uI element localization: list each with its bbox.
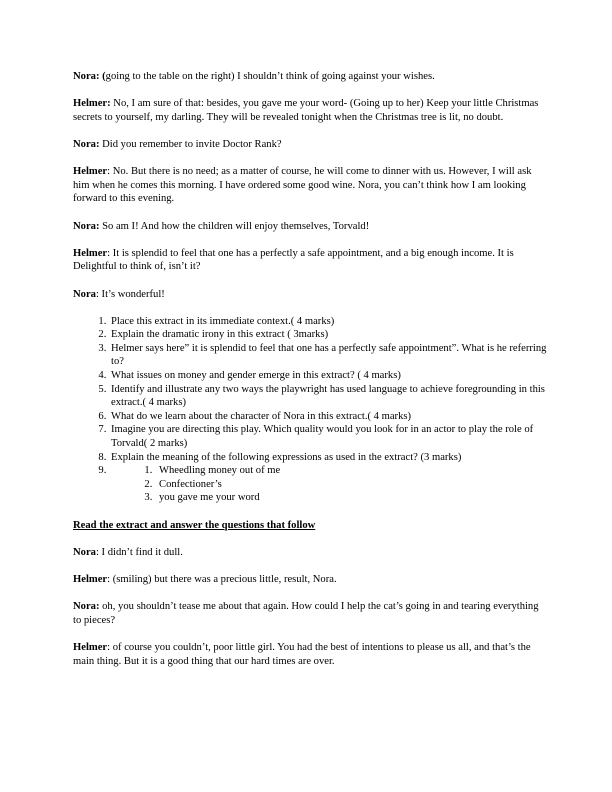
document-content <box>73 70 548 682</box>
dialogue-line <box>73 600 548 627</box>
question-item: 5. Identify and illustrate any two ways the playwright has used language to achieve foregrounding in this extract.( 4 marks) <box>109 383 548 410</box>
dialogue-line <box>73 288 548 302</box>
dialogue-line <box>73 70 548 84</box>
dialogue-text: going to the table on the right) I shouldn’t think of going against your wishes. <box>105 71 435 82</box>
dialogue-line <box>73 220 548 234</box>
expression-item: 3. you gave me your word <box>155 491 548 505</box>
speaker-name: Helmer <box>73 573 108 585</box>
dialogue-text: : of course you couldn’t, poor little girl. You had the best of intentions to please us all, and that’s the main thing. But it is a good thing that our hard times are over. <box>73 641 531 667</box>
dialogue-text: : It’s wonderful! <box>95 288 165 300</box>
expression-item: 2. Confectioner’s <box>155 478 548 492</box>
question-list <box>73 315 548 505</box>
expression-item: 1. 9. Wheedling money out of me <box>155 464 548 478</box>
dialogue-text: : I didn’t find it dull. <box>95 546 183 558</box>
speaker-name: Nora <box>73 546 96 558</box>
question-item: 6. What do we learn about the character of Nora in this extract.( 4 marks) <box>109 410 548 424</box>
expression-list <box>111 464 548 505</box>
question-item: 3. Helmer says here” it is splendid to feel that one has a perfectly safe appointment”. What is he referring to? <box>109 342 548 369</box>
dialogue-line <box>73 138 548 152</box>
speaker-name: Nora: <box>73 71 100 82</box>
dialogue-line <box>73 546 548 560</box>
dialogue-text: oh, you shouldn’t tease me about that again. How could I help the cat’s going in and tearing everything to pieces? <box>73 601 539 626</box>
dialogue-text: So am I! And how the children will enjoy themselves, Torvald! <box>99 220 370 232</box>
speaker-name: Nora: <box>73 138 100 150</box>
speaker-name: Nora <box>73 288 96 300</box>
dialogue-text: : (smiling) but there was a precious little, result, Nora. <box>107 573 337 585</box>
speaker-punct: ( <box>99 71 106 82</box>
speaker-name: Helmer <box>73 641 108 653</box>
dialogue-text: No, I am sure of that: besides, you gave me your word- (Going up to her) Keep your little Christmas secrets to yourself, my darling. They will be revealed tonight when the Christmas tree is lit, no doubt. <box>73 98 539 123</box>
dialogue-text: : It is splendid to feel that one has a perfectly a safe appointment, and a big enough income. It is Delightful to think of, isn’t it? <box>73 247 514 273</box>
dialogue-line <box>73 247 548 274</box>
dialogue-line <box>73 641 548 668</box>
dialogue-text: Did you remember to invite Doctor Rank? <box>99 138 282 150</box>
question-item: 2. Explain the dramatic irony in this extract ( 3marks) <box>109 328 548 342</box>
dialogue-line <box>73 573 548 587</box>
speaker-name: Helmer <box>73 166 108 178</box>
speaker-name: Helmer: <box>73 98 111 110</box>
question-item: 7. Imagine you are directing this play. Which quality would you look for in an actor to play the role of Torvald( 2 marks) <box>109 423 548 450</box>
dialogue-text: : No. But there is no need; as a matter of course, he will come to dinner with us. However, I will ask him when he comes this morning. I have ordered some good wine. Nora, you can’t think how I am looking forward to this evening. <box>73 166 532 205</box>
question-item: 4. What issues on money and gender emerge in this extract? ( 4 marks) <box>109 369 548 383</box>
section-heading: Read the extract and answer the questions that follow <box>73 519 316 531</box>
speaker-name: Nora: <box>73 601 100 613</box>
question-item: 8. Explain the meaning of the following expressions as used in the extract? (3 marks) <box>109 451 548 465</box>
question-item-expressions <box>109 464 548 505</box>
dialogue-line <box>73 97 548 124</box>
question-item: 1. Place this extract in its immediate context.( 4 marks) <box>109 315 548 329</box>
speaker-name: Helmer <box>73 247 108 259</box>
speaker-name: Nora: <box>73 220 100 232</box>
dialogue-line <box>73 165 548 206</box>
